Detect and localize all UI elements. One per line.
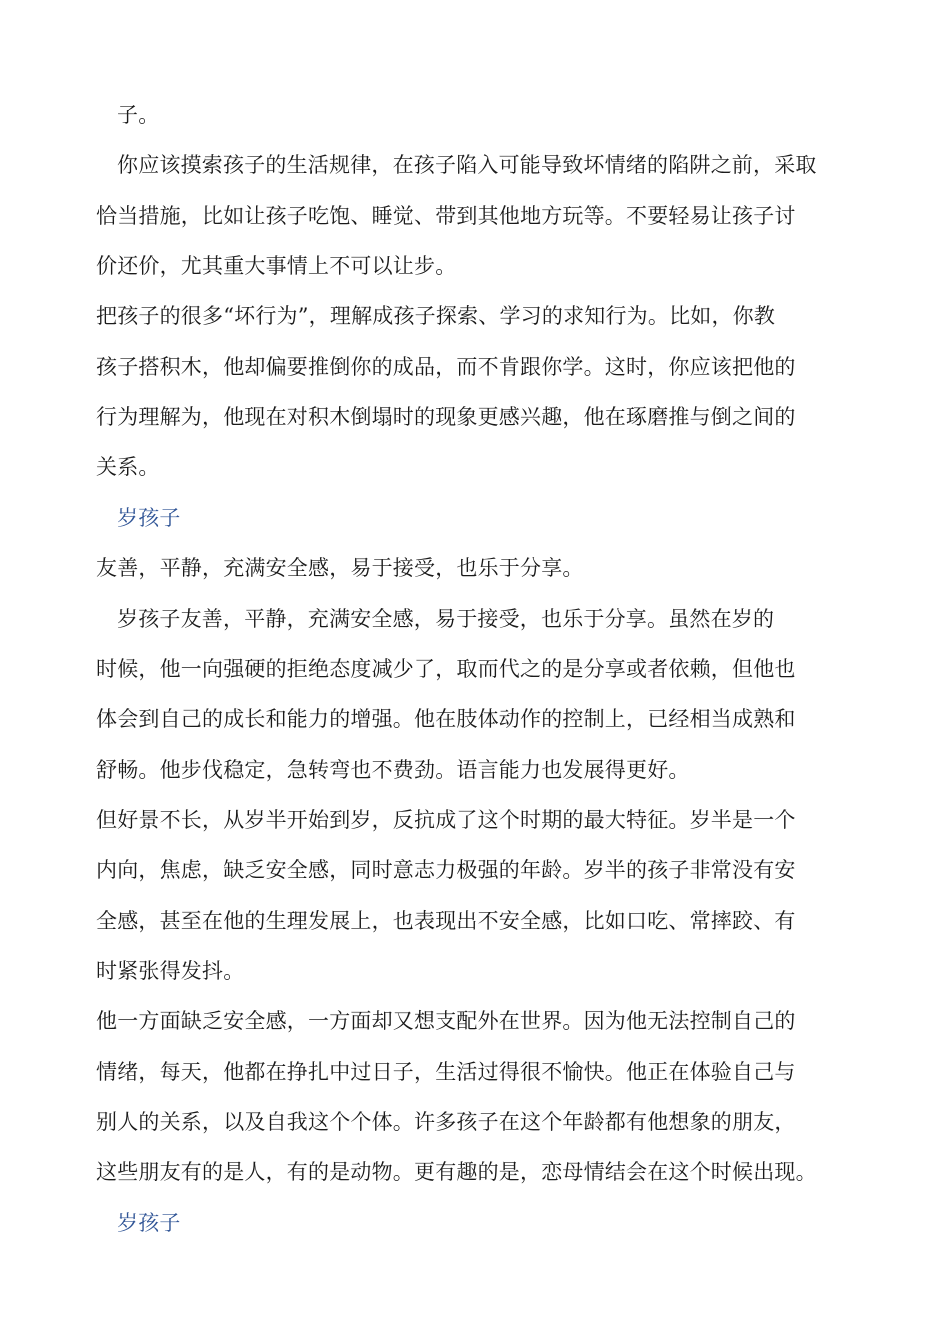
text-line: 这些朋友有的是人，有的是动物。更有趣的是，恋母情结会在这个时候出现。 xyxy=(96,1160,817,1184)
text-line: 舒畅。他步伐稳定，急转弯也不费劲。语言能力也发展得更好。 xyxy=(96,758,690,782)
text-line: 友善，平静，充满安全感，易于接受，也乐于分享。 xyxy=(96,556,584,580)
text-line: 你应该摸索孩子的生活规律，在孩子陷入可能导致坏情绪的陷阱之前，采取 xyxy=(117,153,817,177)
text-line: 恰当措施，比如让孩子吃饱、睡觉、带到其他地方玩等。不要轻易让孩子讨 xyxy=(96,204,796,228)
text-line: 全感，甚至在他的生理发展上，也表现出不安全感，比如口吃、常摔跤、有 xyxy=(96,909,796,933)
text-line: 别人的关系，以及自我这个个体。许多孩子在这个年龄都有他想象的朋友， xyxy=(96,1110,796,1134)
text-line: 体会到自己的成长和能力的增强。他在肢体动作的控制上，已经相当成熟和 xyxy=(96,707,796,731)
text-line: 但好景不长，从岁半开始到岁，反抗成了这个时期的最大特征。岁半是一个 xyxy=(96,808,796,832)
section-heading: 岁孩子 xyxy=(117,1211,181,1235)
text-line: 孩子搭积木，他却偏要推倒你的成品，而不肯跟你学。这时，你应该把他的 xyxy=(96,355,796,379)
text-line: 情绪，每天，他都在挣扎中过日子，生活过得很不愉快。他正在体验自己与 xyxy=(96,1060,796,1084)
text-line: 他一方面缺乏安全感，一方面却又想支配外在世界。因为他无法控制自己的 xyxy=(96,1009,796,1033)
text-line: 把孩子的很多“坏行为”，理解成孩子探索、学习的求知行为。比如，你教 xyxy=(96,304,776,328)
text-line: 内向，焦虑，缺乏安全感，同时意志力极强的年龄。岁半的孩子非常没有安 xyxy=(96,858,796,882)
text-line: 关系。 xyxy=(96,455,160,479)
text-line: 价还价，尤其重大事情上不可以让步。 xyxy=(96,254,457,278)
text-line: 时候，他一向强硬的拒绝态度减少了，取而代之的是分享或者依赖，但他也 xyxy=(96,657,796,681)
text-line: 岁孩子友善，平静，充满安全感，易于接受，也乐于分享。虽然在岁的 xyxy=(117,607,775,631)
text-line: 行为理解为，他现在对积木倒塌时的现象更感兴趣，他在琢磨推与倒之间的 xyxy=(96,405,796,429)
text-line: 时紧张得发抖。 xyxy=(96,959,245,983)
section-heading: 岁孩子 xyxy=(117,506,181,530)
text-line: 子。 xyxy=(117,103,160,127)
